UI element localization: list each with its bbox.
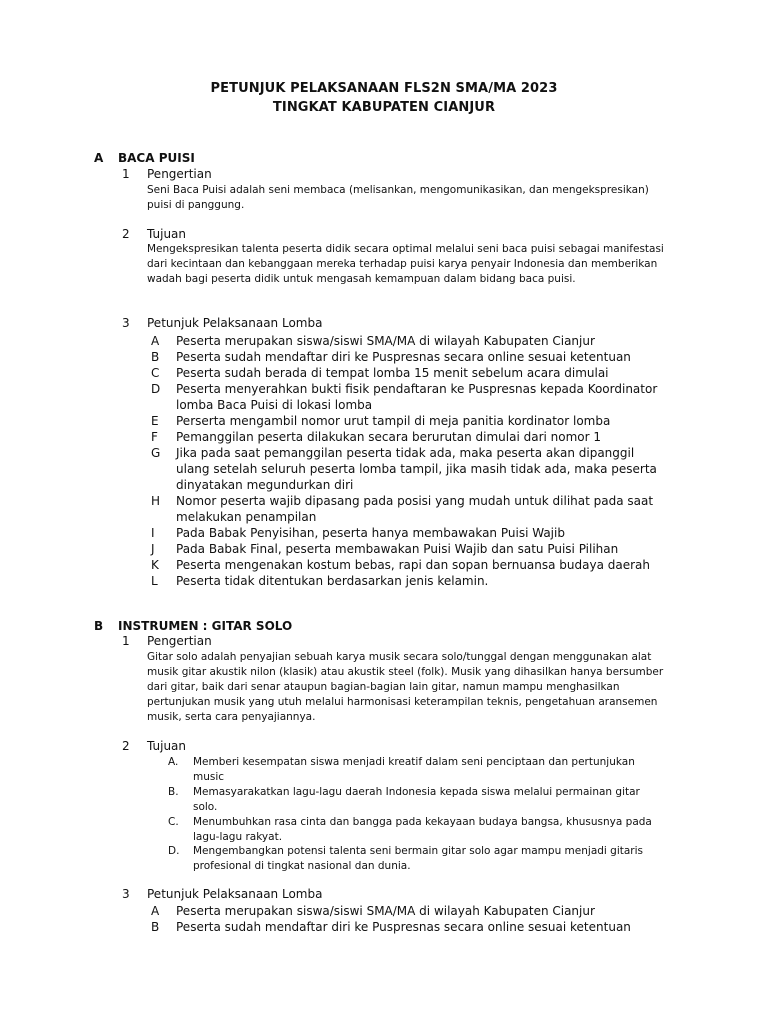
rule-text: Jika pada saat pemanggilan peserta tidak ada, maka peserta akan dipanggil ulang setelah seluruh peserta lomba tampil, jika masih tidak ada, maka peserta dinyatakan megundurkan diri bbox=[176, 446, 657, 492]
document-subtitle: TINGKAT KABUPATEN CIANJUR bbox=[272, 100, 496, 115]
rule-text: Peserta mengenakan kostum bebas, rapi dan sopan bernuansa budaya daerah bbox=[176, 558, 651, 572]
section-b-point-3-title: Petunjuk Pelaksanaan Lomba bbox=[147, 887, 323, 901]
section-b-point-2-number: 2 bbox=[122, 739, 130, 753]
section-b-letter: B bbox=[94, 619, 104, 633]
section-a-point-1-number: 1 bbox=[122, 167, 130, 181]
section-a-point-2-number: 2 bbox=[122, 227, 130, 241]
section-a-point-3-title: Petunjuk Pelaksanaan Lomba bbox=[147, 316, 323, 330]
section-a-letter: A bbox=[94, 151, 104, 165]
goal-text: Menumbuhkan rasa cinta dan bangga pada kekayaan budaya bangsa, khususnya pada lagu-lagu rakyat. bbox=[193, 816, 652, 843]
section-b-point-3-number: 3 bbox=[122, 887, 130, 901]
section-a-heading: BACA PUISI bbox=[118, 151, 195, 165]
section-b-definition-text: Gitar solo adalah penyajian sebuah karya musik secara solo/tunggal dengan menggunakan alat musik gitar akustik nilon (klasik) atau akustik steel (folk). Musik yang dihasilkan hanya bersumber dari gitar, baik dari senar ataupun bagian-bagian lain gitar, namun mampu menghasilkan pertunjukan musik yang utuh melalui harmonisasi keterampilan teknis, pengetahuan aransemen musik, serta cara penyajiannya. bbox=[147, 651, 664, 723]
rule-text: Peserta merupakan siswa/siswi SMA/MA di wilayah Kabupaten Cianjur bbox=[176, 904, 595, 918]
goal-text: Memasyarakatkan lagu-lagu daerah Indonesia kepada siswa melalui permainan gitar solo. bbox=[193, 786, 640, 813]
section-b-point-2-title: Tujuan bbox=[147, 739, 187, 753]
section-b-heading: INSTRUMEN : GITAR SOLO bbox=[118, 619, 293, 633]
section-a-definition-text: Seni Baca Puisi adalah seni membaca (melisankan, mengomunikasikan, dan mengekspresikan) puisi di panggung. bbox=[147, 184, 649, 211]
section-a-point-3-number: 3 bbox=[122, 316, 130, 330]
rule-text: Peserta sudah mendaftar diri ke Puspresnas secara online sesuai ketentuan bbox=[176, 920, 631, 934]
goal-letter: D. bbox=[168, 845, 180, 857]
rule-letter: B bbox=[151, 350, 160, 364]
rule-text: Pada Babak Final, peserta membawakan Puisi Wajib dan satu Puisi Pilihan bbox=[176, 542, 619, 556]
section-a-goal-text: Mengekspresikan talenta peserta didik secara optimal melalui seni baca puisi sebagai manifestasi dari kecintaan dan kebanggaan mereka terhadap puisi karya penyair Indonesia dan memberikan wadah bagi peserta didik untuk mengasah kemampuan dalam bidang baca puisi. bbox=[147, 243, 664, 285]
goal-text: Mengembangkan potensi talenta seni bermain gitar solo agar mampu menjadi gitaris profesional di tingkat nasional dan dunia. bbox=[193, 845, 644, 872]
goal-letter: B. bbox=[168, 786, 179, 798]
rule-text: Peserta merupakan siswa/siswi SMA/MA di wilayah Kabupaten Cianjur bbox=[176, 334, 595, 348]
rule-letter: J bbox=[151, 542, 155, 556]
section-b-point-1-number: 1 bbox=[122, 634, 130, 648]
document-title: PETUNJUK PELAKSANAAN FLS2N SMA/MA 2023 bbox=[210, 81, 558, 96]
rule-letter: A bbox=[151, 334, 160, 348]
rule-letter: G bbox=[151, 446, 161, 460]
goal-letter: C. bbox=[168, 816, 179, 828]
rule-text: Peserta sudah mendaftar diri ke Puspresnas secara online sesuai ketentuan bbox=[176, 350, 631, 364]
rule-text: Pada Babak Penyisihan, peserta hanya membawakan Puisi Wajib bbox=[176, 526, 565, 540]
rule-letter: K bbox=[151, 558, 159, 572]
section-a-point-2-title: Tujuan bbox=[147, 227, 187, 241]
rule-letter: C bbox=[151, 366, 160, 380]
rule-letter: E bbox=[151, 414, 159, 428]
rule-letter: H bbox=[151, 494, 161, 508]
rule-text: Perserta mengambil nomor urut tampil di meja panitia kordinator lomba bbox=[176, 414, 611, 428]
rule-text: Peserta menyerahkan bukti fisik pendaftaran ke Puspresnas kepada Koordinator lomba Baca Puisi di lokasi lomba bbox=[176, 382, 658, 412]
rule-text: Pemanggilan peserta dilakukan secara berurutan dimulai dari nomor 1 bbox=[176, 430, 602, 444]
section-a-point-1-title: Pengertian bbox=[147, 167, 212, 181]
rule-text: Peserta sudah berada di tempat lomba 15 menit sebelum acara dimulai bbox=[176, 366, 609, 380]
rule-text: Peserta tidak ditentukan berdasarkan jenis kelamin. bbox=[176, 574, 489, 588]
rule-letter: F bbox=[151, 430, 158, 444]
rule-letter: I bbox=[151, 526, 155, 540]
rule-letter: A bbox=[151, 904, 160, 918]
rule-text: Nomor peserta wajib dipasang pada posisi yang mudah untuk dilihat pada saat melakukan penampilan bbox=[176, 494, 654, 524]
rule-letter: B bbox=[151, 920, 160, 934]
goal-letter: A. bbox=[168, 756, 179, 768]
rule-letter: D bbox=[151, 382, 161, 396]
goal-text: Memberi kesempatan siswa menjadi kreatif dalam seni penciptaan dan pertunjukan music bbox=[193, 756, 635, 783]
section-b-point-1-title: Pengertian bbox=[147, 634, 212, 648]
rule-letter: L bbox=[151, 574, 158, 588]
